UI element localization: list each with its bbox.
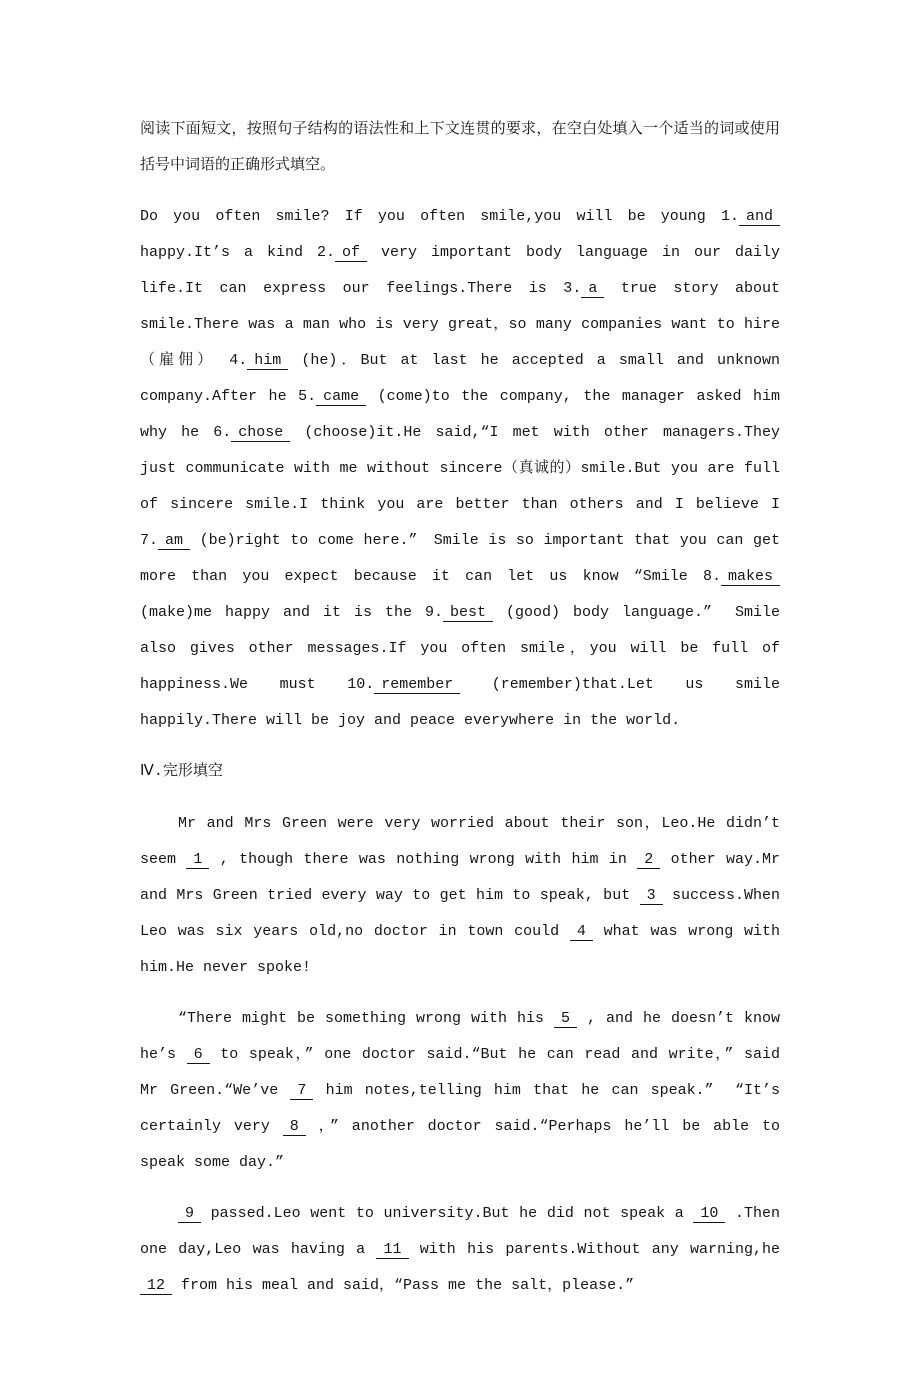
passage-text: ，” another doctor said.“Perhaps he’ll be able to speak some day.”	[140, 1118, 780, 1171]
passage-text: success.When Leo was six years old,no doctor in town could	[140, 887, 780, 940]
passage-text: “There might be something wrong with his	[178, 1010, 554, 1027]
passage-text: very important body language in our daily life.It can express our feelings.There is 3.	[140, 244, 781, 297]
grammar-fill-passage	[140, 199, 780, 739]
passage-text: what was wrong with him.He never spoke!	[140, 923, 780, 976]
section-heading-cloze: Ⅳ.完形填空	[140, 763, 223, 780]
blank-answer: am	[158, 532, 190, 550]
blank-answer: 2	[637, 851, 660, 869]
blank-answer: best	[443, 604, 493, 622]
cloze-paragraph-2	[140, 1001, 780, 1181]
passage-text: (come)to the company, the manager asked him why he 6.	[140, 388, 780, 441]
passage-text: him notes,telling him that he can speak.” “It’s certainly very	[140, 1082, 780, 1135]
passage-text: (he)．But at last he accepted a small and unknown company.After he 5.	[140, 352, 780, 405]
blank-answer: 12	[140, 1277, 172, 1295]
passage-text: to speak，” one doctor said.“But he can read and write，” said Mr Green.“We’ve	[140, 1046, 780, 1099]
blank-answer: 7	[290, 1082, 313, 1100]
blank-answer: chose	[231, 424, 290, 442]
passage-text: from his meal and said，“Pass me the salt，please.”	[172, 1277, 635, 1294]
passage-text: (choose)it.He said,“I met with other managers.They just communicate with me without sincere（真诚的）smile.But you are full of sincere smile.I think you are better than others and I believe I 7.	[140, 424, 781, 549]
cloze-paragraph-3	[140, 1196, 780, 1304]
passage-text: true story about smile.There was a man who is very great，so many companies want to hire （雇佣） 4.	[140, 280, 780, 369]
blank-answer: of	[335, 244, 367, 262]
passage-text: (make)me happy and it is the 9.	[140, 604, 443, 621]
blank-answer: came	[316, 388, 366, 406]
passage-text: , and he doesn’t know he’s	[140, 1010, 780, 1063]
passage-text: Mr and Mrs Green were very worried about their son，Leo.He didn’t seem	[140, 815, 780, 868]
blank-answer: 8	[283, 1118, 306, 1136]
blank-answer: a	[581, 280, 604, 298]
passage-text: (good) body language.” Smile also gives other messages.If you often smile，you will be full of happiness.We must 10.	[140, 604, 781, 693]
blank-answer: 4	[570, 923, 593, 941]
blank-answer: 6	[187, 1046, 210, 1064]
blank-answer: remember	[374, 676, 460, 694]
blank-answer: 1	[186, 851, 209, 869]
blank-answer: 10	[693, 1205, 725, 1223]
passage-text: , though there was nothing wrong with him in	[209, 851, 638, 868]
passage-text: (be)right to come here.” Smile is so important that you can get more than you expect because it can let us know “Smile 8.	[140, 532, 780, 585]
passage-text: other way.Mr and Mrs Green tried every way to get him to speak, but	[140, 851, 780, 904]
passage-text: with his parents.Without any warning,he	[408, 1241, 780, 1258]
cloze-paragraph-1	[140, 806, 780, 986]
passage-text: passed.Leo went to university.But he did not speak a	[201, 1205, 694, 1222]
blank-answer: 11	[376, 1241, 408, 1259]
blank-answer: and	[739, 208, 780, 226]
blank-answer: him	[247, 352, 288, 370]
instructions-text: 阅读下面短文，按照句子结构的语法性和上下文连贯的要求，在空白处填入一个适当的词或使用括号中词语的正确形式填空。	[140, 121, 780, 174]
blank-answer: 5	[554, 1010, 577, 1028]
blank-answer: 9	[178, 1205, 201, 1223]
passage-text: Do you often smile? If you often smile,you will be young 1.	[140, 208, 739, 225]
blank-answer: makes	[721, 568, 780, 586]
blank-answer: 3	[640, 887, 663, 905]
passage-text: .Then one day,Leo was having a	[140, 1205, 780, 1258]
passage-text: happy.It’s a kind 2.	[140, 244, 335, 261]
passage-text: (remember)that.Let us smile happily.There will be joy and peace everywhere in the world.	[140, 676, 781, 729]
